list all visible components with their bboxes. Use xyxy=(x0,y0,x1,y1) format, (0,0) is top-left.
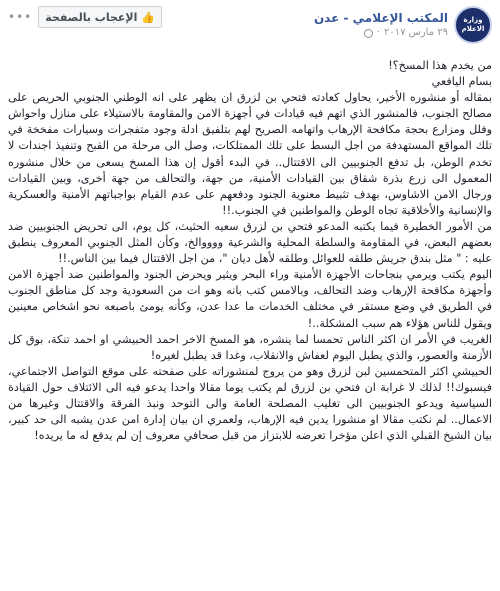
post-meta xyxy=(314,10,448,40)
post-title: من يخدم هذا المسخ؟! xyxy=(388,59,492,72)
more-dots-icon[interactable]: ••• xyxy=(8,10,33,24)
globe-icon xyxy=(364,29,373,38)
page-name-link[interactable]: المكتب الإعلامي - عدن xyxy=(313,11,448,25)
post-body xyxy=(8,58,492,444)
post-paragraph-2: من الأمور الخطيرة فيما يكتبه المدعو فتحي بن لزرق سعيه الحثيث، كل يوم، الى تحريض الجنوبيين ضد بعضهم البعض، في المقاومة والسلطة المحلية والشرعية ووووالخ، وكأن المثل الجنوبي المعروف ينطبق عليه : " مثل بندق جريش طلقه للعوائل وطلقه لأهل ديان "، من اجل الاقتتال فيما بين الناس.!! xyxy=(8,219,492,266)
post-paragraph-5: الحبيشي اكثر المتحمسين لبن لزرق وهو من يروج لمنشوراته على صفحته على موقع التواصل الاجتماعي، فيسبوك!! لذلك لا غرابة ان فتحي بن لزرق لم يكتب يوما مقالا واحدا يدعو فيه الى الائتلاف حول القيادة السياسية ويدعو الجنوبيين الى تغليب المصلحة العامة والى التوحد ونبذ الفرقة والاقتتال وغيرها من الاعمال.. لم نكتب مقالا او منشورا يدين فيه الإرهاب، ولعمري ان بيان إدارة امن عدن يشبه الى حد كبير، بيان الشيخ القبلي الذي اعلن مؤخرا تعرضه للابتزاز من قبل صحافي معروف إن لم يدفع له ما يريده! xyxy=(8,364,492,443)
date-separator: · xyxy=(376,27,380,38)
post-author xyxy=(314,6,492,44)
avatar-logo-text: وزارة الاعلام xyxy=(461,16,485,33)
post-paragraph-3: اليوم يكتب ويرمي بنجاحات الأجهزة الأمنية وراء البحر ويثير ويحرض الجنود والمواطنين ضد أجهزة الامن وأجهزة مكافحة الإرهاب وضد التحالف، وبالامس كتب بانه وهو ات من السعودية وجد كل مناطق الجنوب في الطريق في وضع مستقر في مختلف الخدمات ما عدا عدن، وكأنه يومئ باصبعه نحو اشخاص معينين ويقول للناس هؤلاء هم سبب المشكلة..! xyxy=(8,268,492,330)
post-paragraph-1: بمقاله أو منشوره الأخير، يحاول كعادته فتحي بن لزرق ان يظهر على انه الوطني الجنوبي الحريص على مصالح الجنوب، فالمنشور الذي اتهم فيه قيادات في أجهزة الامن والمقاومة بالاستيلاء على منازل واحواش وفلل ومزارع بحجة مكافحة الإرهاب واتهامه الصريح لهم بتلفيق ادلة وجود متفجرات وسيارات مفخخة في تلك المواقع المستهدفة من اجل البسط على تلك الممتلكات، وصل الى مرحلة من القبح وتنفيذ اجندات لا تخدم الوطن، بل تدفع الجنوبيين الى الاقتتال.. في البدء أقول إن هذا المسخ يسعى من خلال منشوره المعمول الى زرع بذرة شقاق بين القيادات الأمنية، من جهة، والتحالف من جهة أخرى، وبين القيادات ورجال الامن الاشاوس، بهدف تثبيط معنوية الجنود ودفعهم على عدم القيام بواجباتهم الأمنية والعسكرية والإنسانية والأخلاقية تجاه الوطن والمواطنين في الجنوب.!! xyxy=(8,91,492,217)
post-header xyxy=(8,6,492,54)
post-date-row xyxy=(314,26,448,40)
post-author-line: بسام اليافعي xyxy=(431,75,492,89)
like-page-button[interactable] xyxy=(38,6,162,28)
thumbs-up-icon: 👍 xyxy=(141,10,156,24)
post-date[interactable]: ٢٩ مارس ٢٠١٧ xyxy=(383,27,448,38)
post-paragraph-4: الغريب في الأمر ان اكثر الناس تحمسا لما ينشره، هو المسخ الاخر احمد الحبيشي او احمد تنكة، بوق كل الأزمنة والعصور، والذي يطبل اليوم لعفاش والانقلاب، وغدا قد يطبل لغيره! xyxy=(8,332,492,362)
like-page-label: الإعجاب بالصفحة xyxy=(45,10,138,24)
avatar[interactable] xyxy=(454,6,492,44)
post-actions xyxy=(8,6,162,28)
